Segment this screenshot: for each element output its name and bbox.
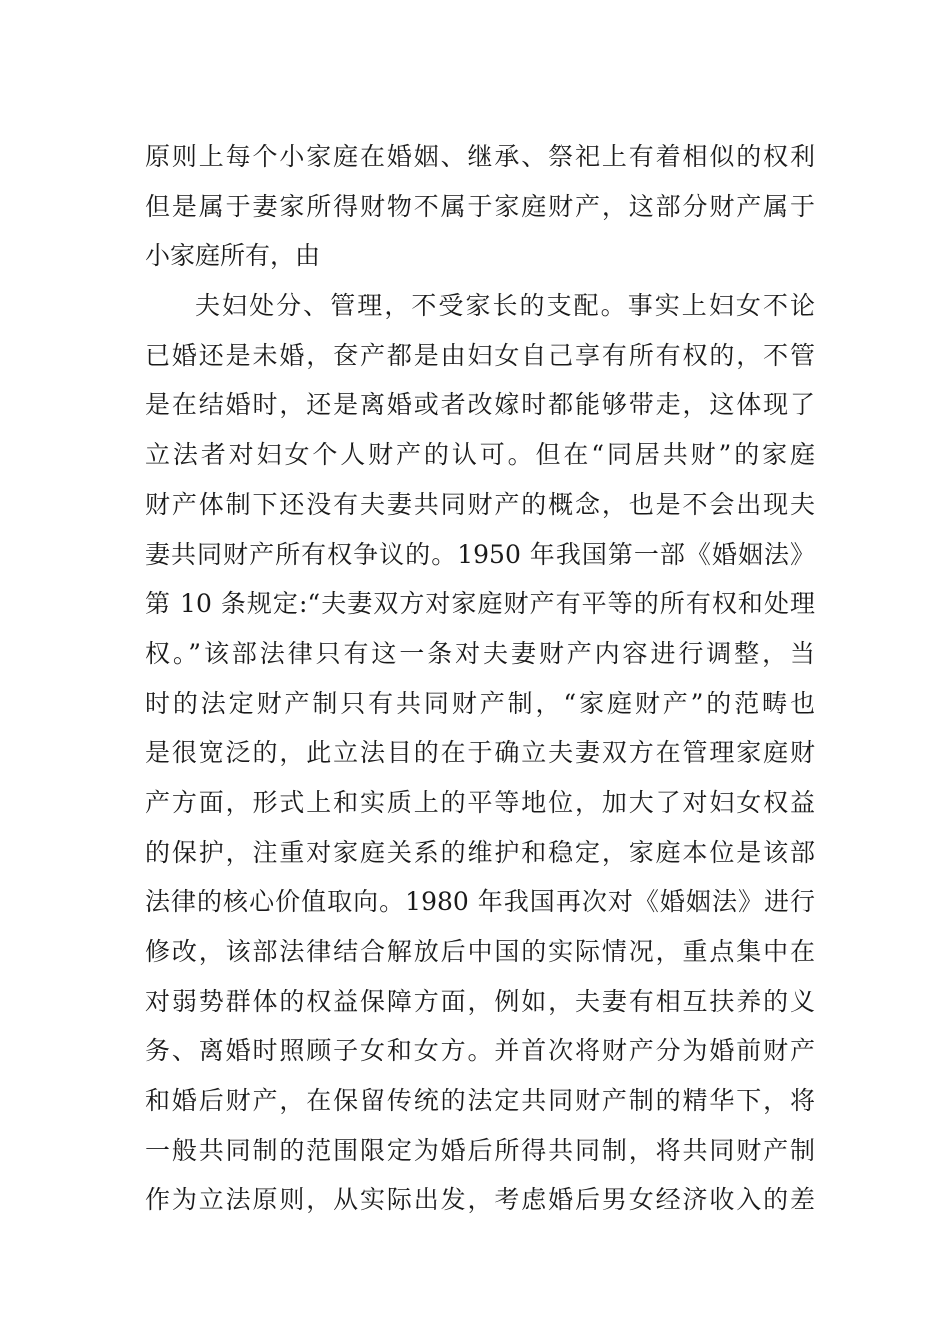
- text-line: 一般共同制的范围限定为婚后所得共同制，将共同财产制: [145, 1135, 815, 1165]
- text-line: 时的法定财产制只有共同财产制，“家庭财产”的范畴也: [145, 688, 815, 718]
- text-line: 但是属于妻家所得财物不属于家庭财产，这部分财产属于: [145, 191, 815, 221]
- text-line: 对弱势群体的权益保障方面，例如，夫妻有相互扶养的义: [145, 986, 815, 1016]
- text-line: 作为立法原则，从实际出发，考虑婚后男女经济收入的差: [145, 1185, 815, 1215]
- text-line: 务、离婚时照顾子女和女方。并首次将财产分为婚前财产: [145, 1036, 815, 1066]
- text-line: 修改，该部法律结合解放后中国的实际情况，重点集中在: [145, 937, 815, 966]
- text-line: 和婚后财产，在保留传统的法定共同财产制的精华下，将: [145, 1086, 815, 1116]
- text-line: 原则上每个小家庭在婚姻、继承、祭祀上有着相似的权利: [145, 142, 815, 171]
- text-line: 小家庭所有，由: [145, 241, 321, 271]
- text-line: 立法者对妇女个人财产的认可。但在“同居共财”的家庭: [145, 440, 815, 470]
- text-line: 产方面，形式上和实质上的平等地位，加大了对妇女权益: [145, 787, 815, 817]
- text-line: 夫妇处分、管理，不受家长的支配。事实上妇女不论: [195, 291, 815, 321]
- text-line: 财产体制下还没有夫妻共同财产的概念，也是不会出现夫: [145, 489, 815, 519]
- text-line: 法律的核心价值取向。1980 年我国再次对《婚姻法》进行: [145, 887, 815, 917]
- text-line: 妻共同财产所有权争议的。1950 年我国第一部《婚姻法》: [145, 539, 815, 569]
- text-line: 权。”该部法律只有这一条对夫妻财产内容进行调整，当: [145, 638, 815, 668]
- text-line: 是很宽泛的，此立法目的在于确立夫妻双方在管理家庭财: [145, 738, 815, 768]
- text-line: 的保护，注重对家庭关系的维护和稳定，家庭本位是该部: [145, 837, 815, 867]
- text-line: 是在结婚时，还是离婚或者改嫁时都能够带走，这体现了: [145, 390, 815, 420]
- text-line: 第 10 条规定:“夫妻双方对家庭财产有平等的所有权和处理: [145, 589, 815, 619]
- document-body: [145, 132, 815, 1225]
- text-line: 已婚还是未婚，奁产都是由妇女自己享有所有权的，不管: [145, 340, 815, 370]
